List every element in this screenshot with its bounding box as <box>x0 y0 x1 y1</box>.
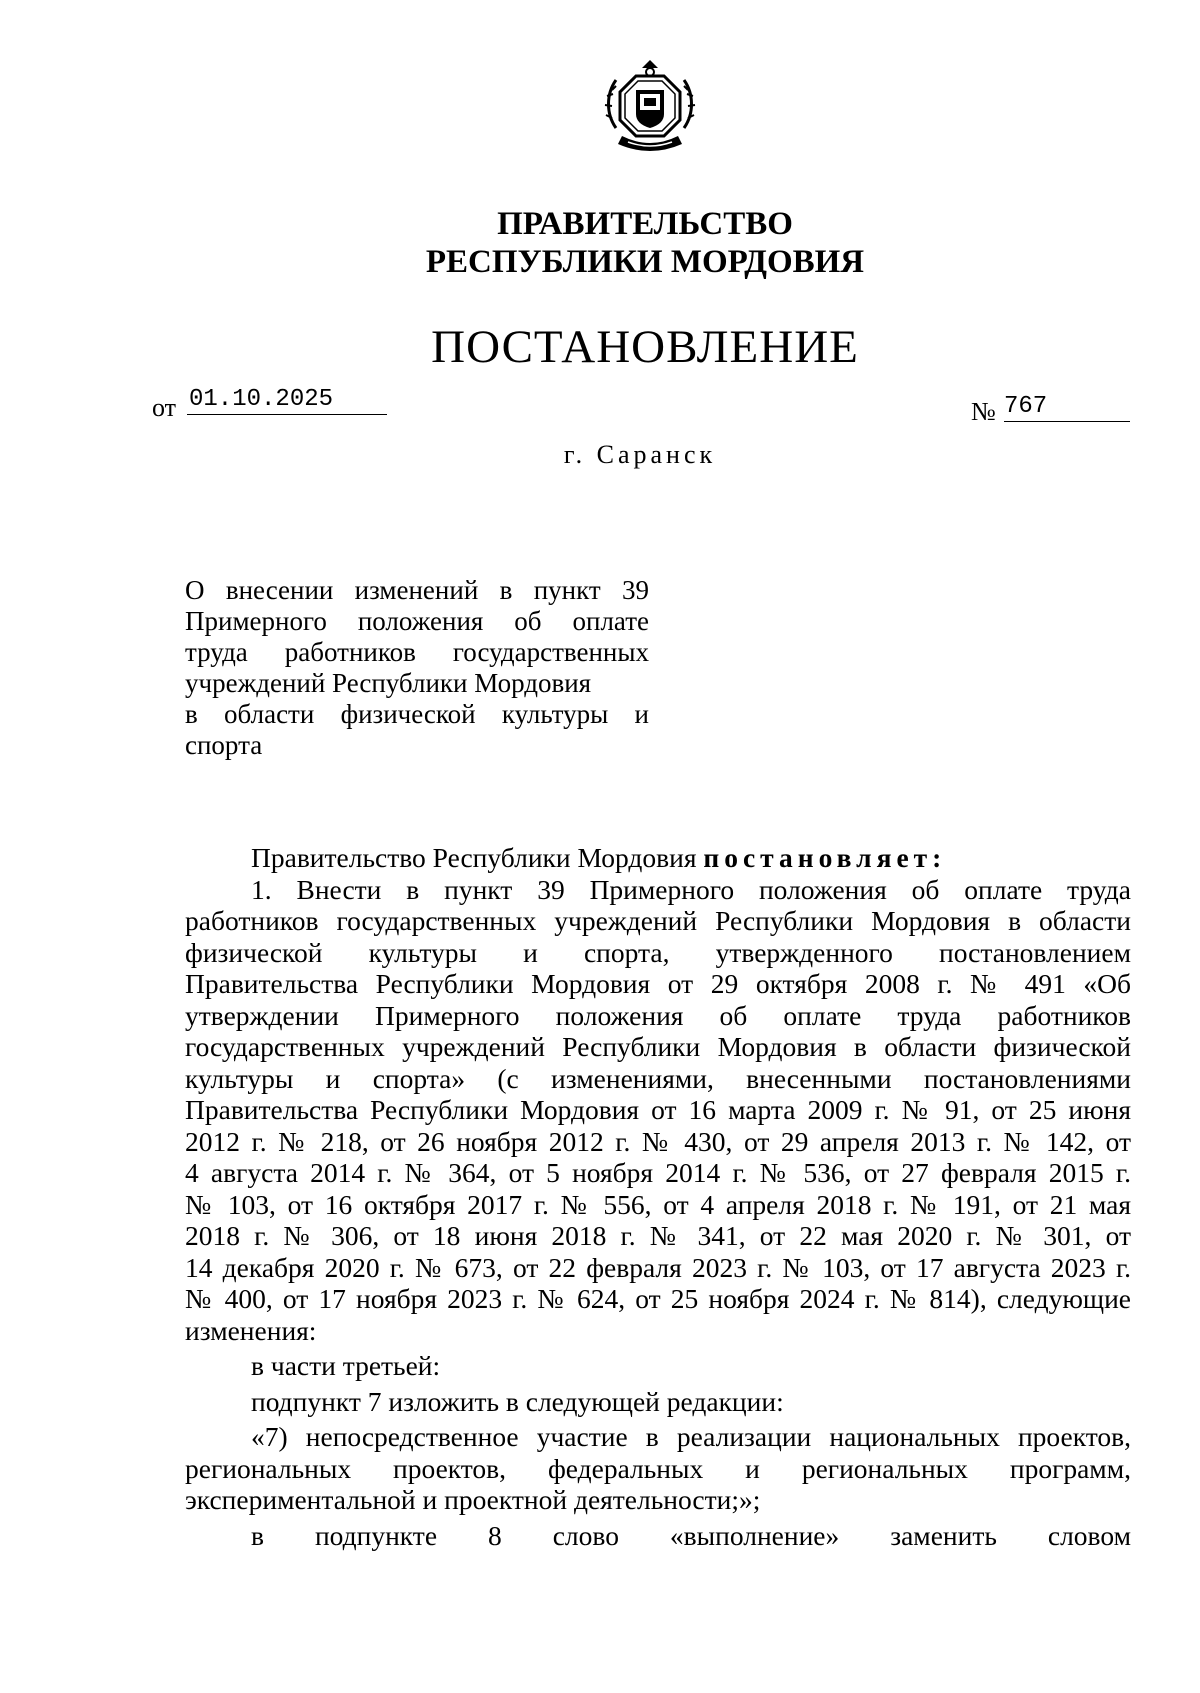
paragraph-line: утверждении Примерного положения об оплате труда работников <box>185 999 1131 1031</box>
paragraph-line: 2018 г. № 306, от 18 июня 2018 г. № 341, от 22 мая 2020 г. № 301, от <box>185 1220 1131 1251</box>
paragraph-line: изменения: <box>185 1314 317 1346</box>
paragraph-line: 4 августа 2014 г. № 364, от 5 ноября 2014 г. № 536, от 27 февраля 2015 г. <box>185 1157 1131 1188</box>
document-date: 01.10.2025 <box>187 386 387 415</box>
document-body <box>185 842 1131 1551</box>
document-number: 767 <box>1004 393 1130 422</box>
paragraph-line: культуры и спорта» (с изменениями, внесенными постановлениями <box>185 1062 1131 1094</box>
subject-line: Примерного положения об оплате <box>185 606 649 636</box>
paragraph-1 <box>185 874 1131 1347</box>
subject-line: О внесении изменений в пункт 39 <box>185 575 649 605</box>
paragraph-line: № 103, от 16 октября 2017 г. № 556, от 4 апреля 2018 г. № 191, от 21 мая <box>185 1188 1131 1220</box>
subject-line: спорта <box>185 730 263 760</box>
paragraph-line: № 400, от 17 ноября 2023 г. № 624, от 25 ноября 2024 г. № 814), следующие <box>185 1283 1131 1314</box>
paragraph-line: Правительства Республики Мордовия от 16 марта 2009 г. № 91, от 25 июня <box>185 1094 1131 1125</box>
intro-paragraph <box>185 842 1131 874</box>
number-prefix: № <box>971 397 996 426</box>
subpoint-7-intro: подпункт 7 изложить в следующей редакции: <box>251 1385 784 1417</box>
paragraph-line: 1. Внести в пункт 39 Примерного положения об оплате труда <box>251 873 1131 905</box>
paragraph-line: работников государственных учреждений Республики Мордовия в области <box>185 905 1131 936</box>
paragraph-line: Правительства Республики Мордовия от 29 октября 2008 г. № 491 «Об <box>185 968 1131 999</box>
subpoint-8-line: в подпункте 8 слово «выполнение» заменить словом <box>251 1519 1131 1551</box>
date-prefix: от <box>152 393 177 422</box>
document-subject <box>185 575 649 761</box>
intro-text: Правительство Республики Мордовия <box>251 842 697 873</box>
coat-of-arms-icon <box>602 58 698 158</box>
part-three-line: в части третьей: <box>251 1350 441 1381</box>
paragraph-line: государственных учреждений Республики Мордовия в области физической <box>185 1031 1131 1062</box>
subject-line: учреждений Республики Мордовия <box>185 668 592 698</box>
paragraph-line: 14 декабря 2020 г. № 673, от 22 февраля 2023 г. № 103, от 17 августа 2023 г. <box>185 1251 1131 1283</box>
organization-name-line1: ПРАВИТЕЛЬСТВО <box>497 206 793 242</box>
document-type-title: ПОСТАНОВЛЕНИЕ <box>431 321 859 373</box>
intro-verb: постановляет: <box>703 842 947 873</box>
city: г. Саранск <box>563 440 717 469</box>
subject-line: в области физической культуры и <box>185 699 649 729</box>
paragraph-line: региональных проектов, федеральных и региональных программ, <box>185 1452 1131 1484</box>
paragraph-line: физической культуры и спорта, утвержденного постановлением <box>185 936 1131 968</box>
paragraph-line: «7) непосредственное участие в реализации национальных проектов, <box>251 1421 1131 1452</box>
subpoint-7-text <box>185 1421 1131 1516</box>
paragraph-line: 2012 г. № 218, от 26 ноября 2012 г. № 430, от 29 апреля 2013 г. № 142, от <box>185 1125 1131 1157</box>
subject-line: труда работников государственных <box>185 637 649 667</box>
organization-name-line2: РЕСПУБЛИКИ МОРДОВИЯ <box>425 244 865 280</box>
paragraph-line: экспериментальной и проектной деятельности;»; <box>185 1484 761 1515</box>
